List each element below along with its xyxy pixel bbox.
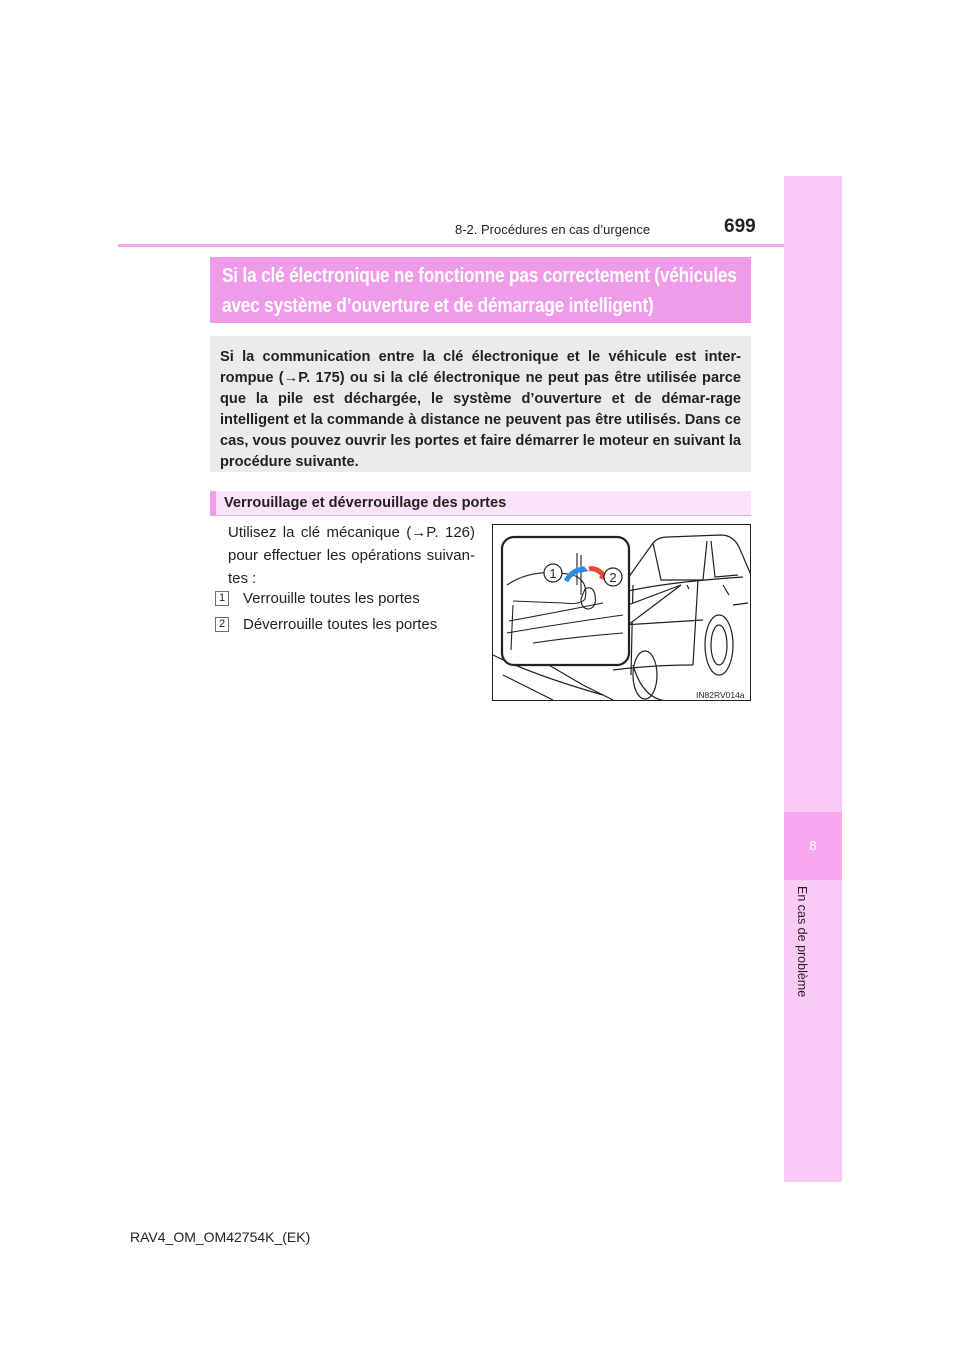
door-lock-illustration [492,524,751,701]
page-number: 699 [724,216,756,237]
section-title-line2: avec système d’ouverture et de démarrage intelligent) [222,295,654,317]
step-number-2: 2 [215,617,229,632]
figure-callout-1: 1 [549,566,557,581]
figure-code: IN82RV014a [696,690,745,700]
section-title-line1: Si la clé électronique ne fonctionne pas correctement (véhicules [222,265,737,287]
step-number-1: 1 [215,591,229,606]
chapter-side-tab [784,176,842,1182]
figure-callout-2: 2 [609,570,617,585]
subsection-heading: Verrouillage et déverrouillage des portes [224,495,507,511]
header-rule [118,244,784,247]
section-title-banner [210,257,751,323]
document-code: RAV4_OM_OM42754K_(EK) [130,1229,311,1245]
instruction-paragraph: Utilisez la clé mécanique (→P. 126) pour effectuer les opérations suivan-tes : [228,524,475,587]
chapter-number: 8 [809,838,817,853]
step-text-2: Déverrouille toutes les portes [243,616,438,633]
chapter-title: En cas de problème [795,886,809,998]
car-door-drawing [493,525,751,701]
section-label: 8-2. Procédures en cas d’urgence [455,222,651,237]
step-text-1: Verrouille toutes les portes [243,590,420,607]
subsection-heading-accent [210,491,216,516]
intro-paragraph: Si la communication entre la clé électronique et le véhicule est inter-rompue (→P. 175) ou si la clé électronique ne peut pas être utilisée parce que la pile est déchargée, le système d’ouverture et de démar-rage intelligent et la commande à distance ne peuvent pas être utilisés. Dans ce cas, vous pouvez ouvrir les portes et faire démarrer le moteur en suivant la procédure suivante. [210,336,751,472]
